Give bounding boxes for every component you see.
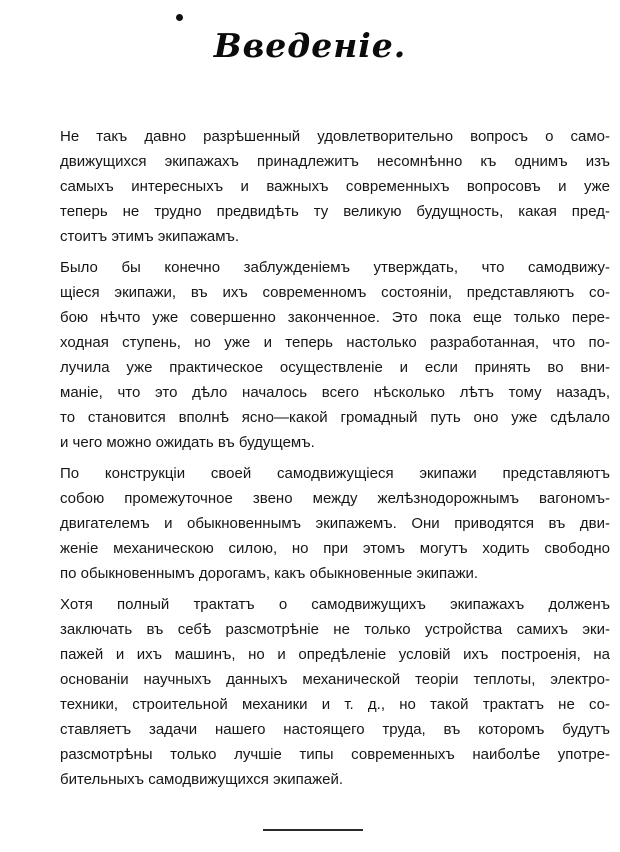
text-line: Было бы конечно заблужденіемъ утверждать, что самодвижу- (60, 259, 610, 276)
text-line: бительныхъ самодвижущихся экипажей. (60, 771, 343, 788)
text-line: заключать въ себѣ разсмотрѣніе не только устройства самихъ эки- (60, 621, 610, 638)
text-line: Хотя полный трактатъ о самодвижущихъ экипажахъ долженъ (60, 596, 610, 613)
section-divider (263, 829, 363, 831)
text-line: теперь не трудно предвидѣть ту великую будущность, какая пред- (60, 203, 610, 220)
text-line: собою промежуточное звено между желѣзнодорожнымъ вагономъ- (60, 490, 610, 507)
paragraph-2 (40, 255, 610, 455)
paragraph-3 (40, 461, 610, 586)
ink-mark (176, 14, 183, 21)
text-line: самыхъ интересныхъ и важныхъ современныхъ вопросовъ и уже (60, 178, 610, 195)
text-line: Не такъ давно разрѣшенный удовлетворительно вопросъ о само- (60, 128, 610, 145)
text-line: стоитъ этимъ экипажамъ. (60, 228, 240, 245)
paragraph-4 (40, 592, 610, 792)
text-line: женіе механическою силою, но при этомъ могутъ ходить свободно (60, 540, 610, 557)
text-line: техники, строительной механики и т. д., но такой трактатъ не со- (60, 696, 610, 713)
text-line: бою нѣчто уже совершенно законченное. Это пока еще только пере- (60, 309, 610, 326)
text-line: и чего можно ожидать въ будущемъ. (60, 434, 315, 451)
text-line: По конструкціи своей самодвижущіеся экипажи представляютъ (60, 465, 610, 482)
text-line: двигателемъ и обыкновеннымъ экипажемъ. Они приводятся въ дви- (60, 515, 610, 532)
text-line: основаніи научныхъ данныхъ механической теоріи теплоты, электро- (60, 671, 610, 688)
text-line: ходная ступень, но уже и теперь настолько разработанная, что по- (60, 334, 610, 351)
body-text (40, 124, 610, 798)
text-line: пажей и ихъ машинъ, но и опредѣленіе условій ихъ построенія, на (60, 646, 610, 663)
text-line: щіеся экипажи, въ ихъ современномъ состояніи, представляютъ со- (60, 284, 610, 301)
text-line: ставляетъ задачи нашего настоящего труда, въ которомъ будутъ (60, 721, 610, 738)
text-line: маніе, что это дѣло началось всего нѣсколько лѣтъ тому назадъ, (60, 384, 610, 401)
text-line: лучила уже практическое осуществленіе и если принять во вни- (60, 359, 610, 376)
text-line: то становится вполнѣ ясно—какой громадный путь оно уже сдѣлало (60, 409, 610, 426)
paragraph-1 (40, 124, 610, 249)
text-line: движущихся экипажахъ принадлежитъ несомнѣнно къ однимъ изъ (60, 153, 610, 170)
text-line: по обыкновеннымъ дорогамъ, какъ обыкновенные экипажи. (60, 565, 479, 582)
page-title: Введеніе. (213, 26, 407, 65)
text-line: разсмотрѣны только лучшіе типы современныхъ наиболѣе употре- (60, 746, 610, 763)
